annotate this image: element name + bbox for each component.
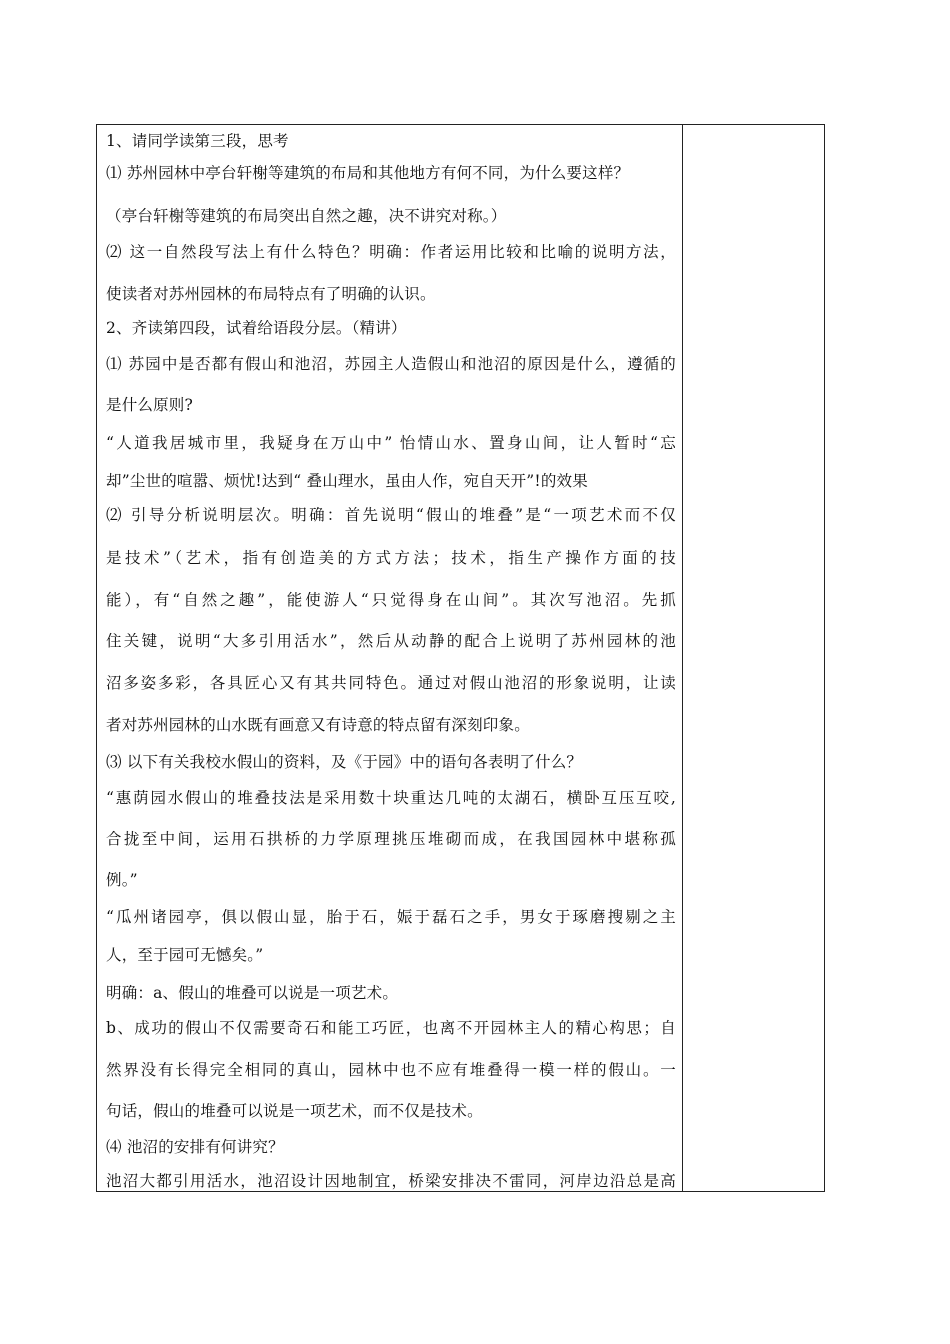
- text-line: 却”尘世的喧嚣、烦忧!达到“ 叠山理水，虽由人作，宛自天开”!的效果: [106, 472, 588, 490]
- text-line: 沼多姿多彩，各具匠心又有其共同特色。通过对假山池沼的形象说明，让读: [106, 674, 676, 692]
- text-line: 是技术”（艺术，指有创造美的方式方法；技术，指生产操作方面的技: [106, 549, 676, 567]
- notes-cell: [684, 125, 824, 1191]
- column-divider: [682, 125, 683, 1191]
- text-line: 住关键，说明“大多引用活水”，然后从动静的配合上说明了苏州园林的池: [106, 632, 676, 650]
- text-line: 池沼大都引用活水，池沼设计因地制宜，桥梁安排决不雷同，河岸边沿总是高: [106, 1172, 676, 1190]
- text-line: 是什么原则?: [106, 396, 194, 414]
- text-line: ⑵ 引导分析说明层次。明确：首先说明“假山的堆叠”是“一项艺术而不仅: [106, 506, 676, 524]
- text-line: ⑴ 苏园中是否都有假山和池沼，苏园主人造假山和池沼的原因是什么，遵循的: [106, 355, 676, 373]
- text-line: （亭台轩榭等建筑的布局突出自然之趣，决不讲究对称。）: [106, 207, 507, 225]
- lesson-content-cell: [97, 125, 682, 1191]
- text-line: 1、请同学读第三段，思考: [106, 132, 289, 150]
- text-line: ⑵ 这一自然段写法上有什么特色？明确：作者运用比较和比喻的说明方法，: [106, 243, 676, 261]
- text-line: 然界没有长得完全相同的真山，园林中也不应有堆叠得一模一样的假山。一: [106, 1061, 676, 1079]
- text-line: “瓜州诸园亭，俱以假山显，胎于石，娠于磊石之手，男女于琢磨搜剔之主: [106, 908, 676, 926]
- text-line: 2、齐读第四段，试着给语段分层。（精讲）: [106, 319, 407, 337]
- text-line: 句话，假山的堆叠可以说是一项艺术，而不仅是技术。: [106, 1102, 483, 1120]
- text-line: “人道我居城市里，我疑身在万山中” 怡情山水、置身山间，让人暂时“忘: [106, 434, 676, 452]
- text-line: 合拢至中间，运用石拱桥的力学原理挑压堆砌而成，在我国园林中堪称孤: [106, 830, 676, 848]
- text-line: b、成功的假山不仅需要奇石和能工巧匠，也离不开园林主人的精心构思；自: [106, 1019, 676, 1037]
- lesson-table: [96, 124, 825, 1192]
- text-line: ⑴ 苏州园林中亭台轩榭等建筑的布局和其他地方有何不同，为什么要这样？: [106, 164, 630, 182]
- text-line: ⑶ 以下有关我校水假山的资料，及《于园》中的语句各表明了什么？: [106, 753, 583, 771]
- text-line: 使读者对苏州园林的布局特点有了明确的认识。: [106, 285, 436, 303]
- text-line: ⑷ 池沼的安排有何讲究？: [106, 1138, 284, 1156]
- text-line: 明确：a、假山的堆叠可以说是一项艺术。: [106, 984, 399, 1002]
- text-line: “惠荫园水假山的堆叠技法是采用数十块重达几吨的太湖石，横卧互压互咬,: [106, 789, 676, 807]
- text-line: 者对苏州园林的山水既有画意又有诗意的特点留有深刻印象。: [106, 716, 530, 734]
- text-line: 人，至于园可无憾矣。”: [106, 946, 264, 964]
- text-line: 例。”: [106, 871, 138, 889]
- text-line: 能），有“自然之趣”，能使游人“只觉得身在山间”。其次写池沼。先抓: [106, 591, 676, 609]
